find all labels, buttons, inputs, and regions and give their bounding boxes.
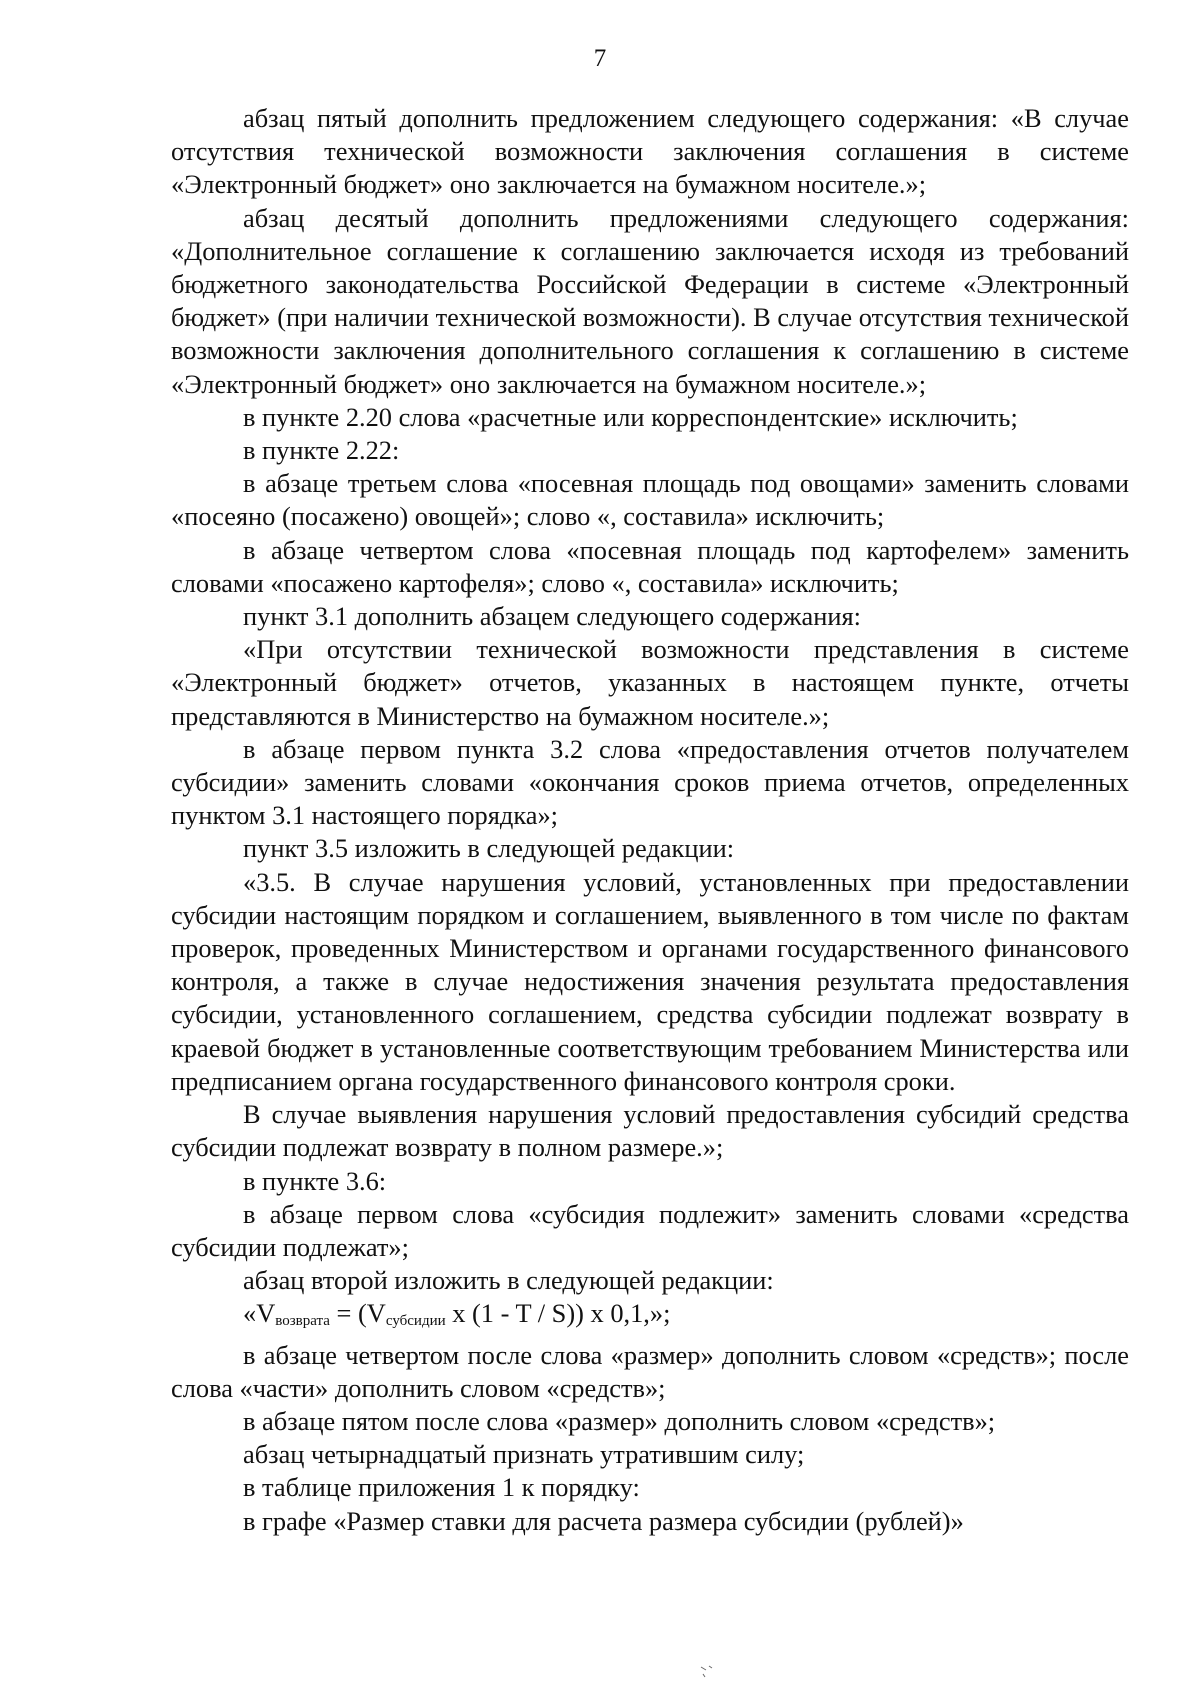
document-body xyxy=(171,102,1129,1538)
paragraph-abzac-10: абзац десятый дополнить предложениями следующего содержания: «Дополнительное соглашение к соглашению заключается исходя из требований бюджетного законодательства Российской Федерации в системе «Электронный бюджет» (при наличии технической возможности). В случае отсутствия технической возможности заключения дополнительного соглашения к соглашению в системе «Электронный бюджет» оно заключается на бумажном носителе.»; xyxy=(171,202,1129,399)
formula-mid: = (V xyxy=(329,1298,386,1329)
paragraph-prilozhenie-1: в таблице приложения 1 к порядку: xyxy=(243,1472,640,1503)
paragraph-abzac-4-3-6: в абзаце четвертом после слова «размер» дополнить словом «средств»; после слова «части» дополнить словом «средств»; xyxy=(171,1339,1129,1403)
formula-tail: x (1 - T / S)) x 0,1,»; xyxy=(445,1298,671,1329)
paragraph-abzac-5: абзац пятый дополнить предложением следующего содержания: «В случае отсутствия технической возможности заключения соглашения в системе «Электронный бюджет» оно заключается на бумажном носителе.»; xyxy=(171,103,1129,200)
formula xyxy=(171,1297,1129,1338)
paragraph-abzac-2-3-6: абзац второй изложить в следующей редакции: xyxy=(243,1265,774,1296)
paragraph-abzac-1-3-6: в абзаце первом слова «субсидия подлежит» заменить словами «средства субсидии подлежат»; xyxy=(171,1198,1129,1262)
scan-speck-mark xyxy=(700,1665,718,1679)
paragraph-abzac-4: в абзаце четвертом слова «посевная площадь под картофелем» заменить словами «посажено картофеля»; слово «, составила» исключить; xyxy=(171,534,1129,598)
paragraph-punkt-3-1: пункт 3.1 дополнить абзацем следующего содержания: xyxy=(243,601,861,632)
formula-subscript-vozvrata: возврата xyxy=(275,1313,330,1330)
paragraph-punkt-3-5: пункт 3.5 изложить в следующей редакции: xyxy=(243,833,735,864)
paragraph-quote-3-5: «3.5. В случае нарушения условий, установленных при предоставлении субсидии настоящим порядком и соглашением, выявленного в том числе по фактам проверок, проведенных Министерством и органами государственного финансового контроля, а также в случае недостижения значения результата предоставления субсидии, установленного соглашением, средства субсидии подлежат возврату в краевой бюджет в установленные соответствующим требованием Министерства или предписанием органа государственного финансового контроля сроки. xyxy=(171,866,1129,1096)
formula-subscript-subsidii: субсидии xyxy=(385,1313,446,1330)
paragraph-punkt-2-20: в пункте 2.20 слова «расчетные или корреспондентские» исключить; xyxy=(243,401,1018,432)
paragraph-grafa: в графе «Размер ставки для расчета размера субсидии (рублей)» xyxy=(243,1505,964,1536)
paragraph-abzac-3: в абзаце третьем слова «посевная площадь под овощами» заменить словами «посеяно (посажено) овощей»; слово «, составила» исключить; xyxy=(171,468,1129,532)
paragraph-punkt-3-6: в пункте 3.6: xyxy=(243,1165,387,1196)
paragraph-abzac-14: абзац четырнадцатый признать утратившим силу; xyxy=(243,1439,805,1470)
page-number: 7 xyxy=(593,45,607,72)
formula-open: «V xyxy=(243,1298,276,1329)
paragraph-punkt-2-22: в пункте 2.22: xyxy=(243,435,400,466)
paragraph-quote-3-5-cont: В случае выявления нарушения условий предоставления субсидий средства субсидии подлежат возврату в полном размере.»; xyxy=(171,1099,1129,1163)
paragraph-abzac-5-3-6: в абзаце пятом после слова «размер» дополнить словом «средств»; xyxy=(243,1405,996,1436)
paragraph-quote-3-1: «При отсутствии технической возможности представления в системе «Электронный бюджет» отчетов, указанных в настоящем пункте, отчеты представляются в Министерство на бумажном носителе.»; xyxy=(171,634,1129,731)
paragraph-punkt-3-2: в абзаце первом пункта 3.2 слова «предоставления отчетов получателем субсидии» заменить словами «окончания сроков приема отчетов, определенных пунктом 3.1 настоящего порядка»; xyxy=(171,733,1129,831)
